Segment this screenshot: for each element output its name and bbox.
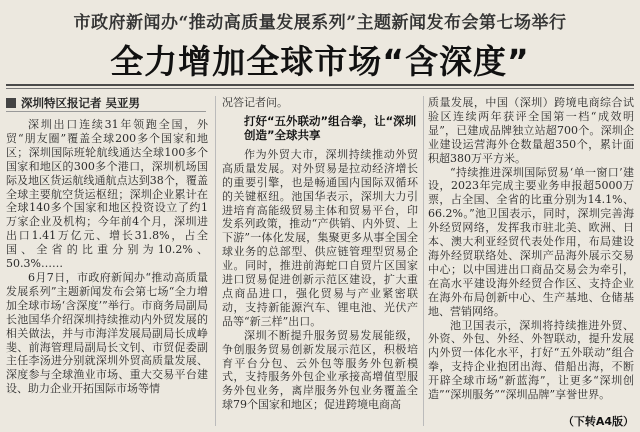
headline: 全力增加全球市场“含深度”: [110, 42, 530, 81]
column-divider: [215, 96, 216, 426]
header-rule-thin: [6, 88, 634, 89]
paragraph-continued: 质量发展，中国（深圳）跨境电商综合试验区连续两年获评全国第一档“成效明显”，已建成品牌独立站超700个。深圳企业建设运营海外仓数量超350个，累计面积超380万平方米。: [428, 96, 634, 165]
column-divider: [423, 96, 424, 426]
paragraph: 作为外贸大市，深圳持续推动外贸高质量发展。对外贸易是拉动经济增长的重要引擎，也是畅通国内国际双循环的关键枢纽。池国华表示，深圳大力引进培育高能级贸易主体和贸易平台，印发系列政策，推动“产供销、内外贸、上下游”一体化发展，集聚更多从事全国全球业务的总部型、供应链管理型贸易企业。同时，推进前海蛇口自贸片区国家进口贸易促进创新示范区建设，扩大重点商品进口，强化贸易与产业紧密联动，支持新能源汽车、锂电池、光伏产品等“新三样”出口。: [222, 147, 418, 328]
byline-name: 吴亚男: [105, 96, 140, 110]
header-rule: [6, 84, 634, 86]
byline: [6, 95, 206, 112]
paragraph-continued: 况答记者问。: [222, 96, 288, 109]
paragraph: 池卫国表示，深圳将持续推进外贸、外资、外包、外经、外智联动，提升发展内外贸一体化水平，打好“五外联动”组合拳，支持企业抱团出海、借船出海，不断开辟全球市场“新蓝海”，让更多“深圳创造”“深圳服务”“深圳品牌”享誉世界。: [428, 318, 634, 402]
paragraph: 深圳不断提升服务贸易发展能级，争创服务贸易创新发展示范区，积极培育平台分包、云外包等服务外包新模式，支持服务外包企业承接高增值型服务外包业务，离岸服务外包业务覆盖全球79个国家和地区；促进跨境电商高: [222, 328, 418, 412]
byline-org: 深圳特区报记者: [21, 96, 102, 110]
article-column-3: [428, 96, 634, 432]
article-column-1: [6, 118, 208, 432]
paragraph: 6月7日，市政府新闻办“推动高质量发展系列”主题新闻发布会第七场“全力增加全球市场‘含深度’”举行。市商务局副局长池国华介绍深圳持续推动内外贸发展的相关做法，并与市海洋发展局副局长成峥斐、前海管理局副局长文钊、市贸促委副主任李汤进分别就深圳外贸高质量发展、深度参与全球渔业市场、重大交易平台建设、助力企业开拓国际市场等情: [6, 270, 208, 396]
paragraph: 深圳出口连续31年领跑全国，外贸“朋友圈”覆盖全球200多个国家和地区；深圳国际班轮航线通达全球100多个国家和地区的300多个港口，深圳机场国际及地区货运航线通航点达到38个，覆盖全球主要航空货运枢纽；深圳企业累计在全球140多个国家和地区投资设立了约1万家企业及机构；今年前4个月，深圳进出口1.41万亿元、增长31.8%，占全国、全省的比重分别为10.2%、50.3%……: [6, 118, 208, 271]
kicker-line: 市政府新闻办“推动高质量发展系列”主题新闻发布会第七场举行: [73, 13, 567, 33]
paragraph: “持续推进深圳国际贸易‘单一窗口’建设，2023年完成主要业务申报超5000万票，占全国、全省的比重分别为14.1%、66.2%。”池卫国表示，同时，深圳完善海外经贸网络，发挥我市驻北美、欧洲、日本、澳大利亚经贸代表处作用，布局建设海外经贸联络处、深圳产品海外展示交易中心；以中国进出口商品交易会为牵引，在高水平建设海外经贸合作区、支持企业在海外布局创新中心、生产基地、仓储基地、营销网络。: [428, 165, 634, 318]
continued-on-note: （下转A4版）: [560, 413, 634, 429]
section-subheading: 打好“五外联动”组合拳，让“深圳创造”全球共享: [244, 113, 417, 142]
article-column-2: [222, 96, 418, 432]
byline-square-icon: [6, 98, 16, 108]
